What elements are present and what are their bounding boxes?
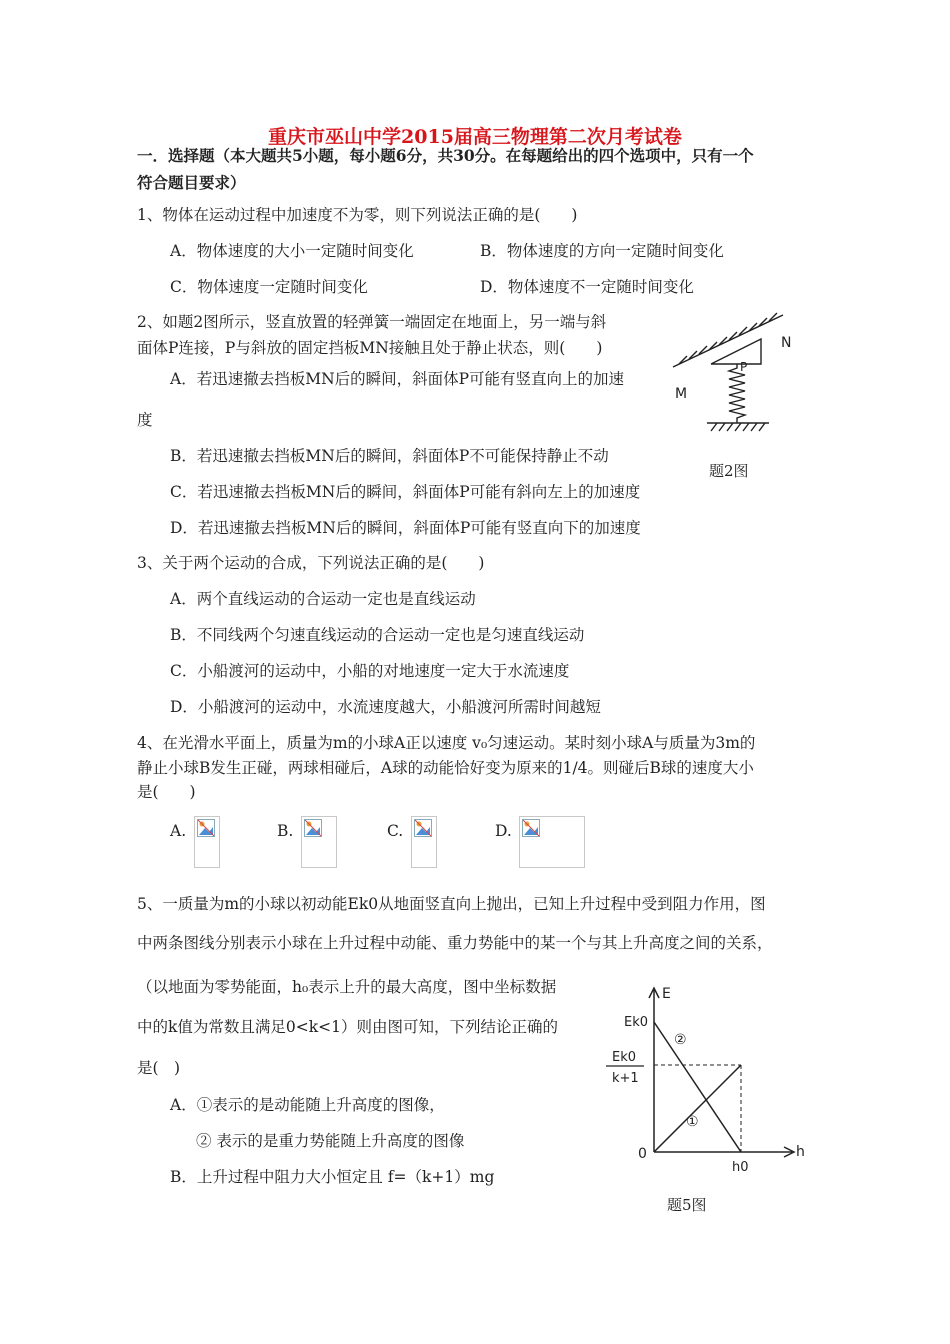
q2-figure-label-p: P (740, 360, 748, 374)
q5-figure-frac-num: Ek0 (612, 1050, 637, 1065)
q5-figure-curve1-label: ① (686, 1114, 699, 1130)
q5-stem-line5: 是( ) (137, 1059, 181, 1077)
q3-stem: 3、关于两个运动的合成，下列说法正确的是( ) (137, 554, 485, 572)
q5-figure (600, 980, 815, 1180)
q4-stem-line3: 是( ) (137, 783, 196, 801)
q5-figure-curve2-label: ② (674, 1032, 687, 1048)
q1-stem: 1、物体在运动过程中加速度不为零，则下列说法正确的是( ) (137, 206, 578, 224)
q4-option-b-label: B. (277, 822, 294, 840)
q4-stem-line1: 4、在光滑水平面上，质量为m的小球A正以速度 v₀匀速运动。某时刻小球A与质量为3m的 (137, 734, 756, 752)
q4-option-b-image (301, 816, 337, 868)
q5-option-a-line1: A．①表示的是动能随上升高度的图像， (170, 1096, 445, 1114)
q5-figure-origin: 0 (638, 1146, 647, 1162)
q5-figure-caption: 题5图 (667, 1196, 707, 1214)
q2-stem-line1: 2、如题2图所示，竖直放置的轻弹簧一端固定在地面上，另一端与斜 (137, 313, 607, 331)
q3-option-a: A．两个直线运动的合运动一定也是直线运动 (170, 590, 476, 608)
q5-figure-frac-den: k+1 (612, 1071, 639, 1086)
q3-option-b: B．不同线两个匀速直线运动的合运动一定也是匀速直线运动 (170, 626, 585, 644)
q2-figure (665, 305, 815, 440)
q5-figure-x-end: h0 (732, 1160, 749, 1175)
section-heading-line2: 符合题目要求） (137, 173, 246, 192)
page-title: 重庆市巫山中学2015届高三物理第二次月考试卷 (268, 126, 682, 148)
q2-figure-caption: 题2图 (709, 462, 749, 480)
q2-option-a-line2: 度 (137, 411, 153, 429)
q4-stem-line2: 静止小球B发生正碰，两球相碰后，A球的动能恰好变为原来的1/4。则碰后B球的速度大小 (137, 759, 754, 777)
q5-option-a-line2: ② 表示的是重力势能随上升高度的图像 (196, 1132, 465, 1150)
q5-figure-axis-y: E (662, 986, 671, 1002)
q2-option-c: C．若迅速撤去挡板MN后的瞬间，斜面体P可能有斜向左上的加速度 (170, 483, 641, 501)
q1-option-a: A．物体速度的大小一定随时间变化 (170, 242, 414, 260)
q3-option-c: C．小船渡河的运动中，小船的对地速度一定大于水流速度 (170, 662, 570, 680)
q4-option-c-label: C. (387, 822, 404, 840)
q5-option-b: B．上升过程中阻力大小恒定且 f=（k+1）mg (170, 1168, 495, 1186)
q1-option-b: B．物体速度的方向一定随时间变化 (480, 242, 724, 260)
q5-stem-line4: 中的k值为常数且满足0<k<1）则由图可知，下列结论正确的 (137, 1018, 558, 1036)
q2-option-b: B．若迅速撤去挡板MN后的瞬间，斜面体P不可能保持静止不动 (170, 447, 609, 465)
section-heading-line1: 一．选择题（本大题共5小题，每小题6分，共30分。在每题给出的四个选项中，只有一个 (137, 146, 754, 165)
q1-option-c: C．物体速度一定随时间变化 (170, 278, 368, 296)
q5-stem-line1: 5、一质量为m的小球以初动能Ek0从地面竖直向上抛出，已知上升过程中受到阻力作用，图 (137, 895, 766, 913)
broken-image-icon (304, 819, 322, 837)
q2-stem-line2: 面体P连接，P与斜放的固定挡板MN接触且处于静止状态，则( ) (137, 339, 603, 357)
broken-image-icon (522, 819, 540, 837)
q1-option-d: D．物体速度不一定随时间变化 (480, 278, 694, 296)
q5-stem-line2: 中两条图线分别表示小球在上升过程中动能、重力势能中的某一个与其上升高度之间的关系， (137, 934, 773, 952)
q3-option-d: D．小船渡河的运动中，水流速度越大，小船渡河所需时间越短 (170, 698, 601, 716)
q5-stem-line3: （以地面为零势能面，h₀表示上升的最大高度，图中坐标数据 (137, 978, 557, 996)
q5-figure-y-top: Ek0 (624, 1015, 649, 1030)
q4-option-a-label: A. (170, 822, 187, 840)
q2-option-a-line1: A．若迅速撤去挡板MN后的瞬间，斜面体P可能有竖直向上的加速 (170, 370, 625, 388)
q4-option-a-image (194, 816, 220, 868)
broken-image-icon (414, 819, 432, 837)
q2-figure-label-n: N (781, 335, 792, 351)
q4-option-d-image (519, 816, 585, 868)
q2-option-d: D．若迅速撤去挡板MN后的瞬间，斜面体P可能有竖直向下的加速度 (170, 519, 641, 537)
broken-image-icon (197, 819, 215, 837)
q5-figure-axis-x: h (796, 1144, 805, 1160)
q4-option-d-label: D. (495, 822, 512, 840)
q4-option-c-image (411, 816, 437, 868)
q2-figure-label-m: M (675, 386, 688, 402)
